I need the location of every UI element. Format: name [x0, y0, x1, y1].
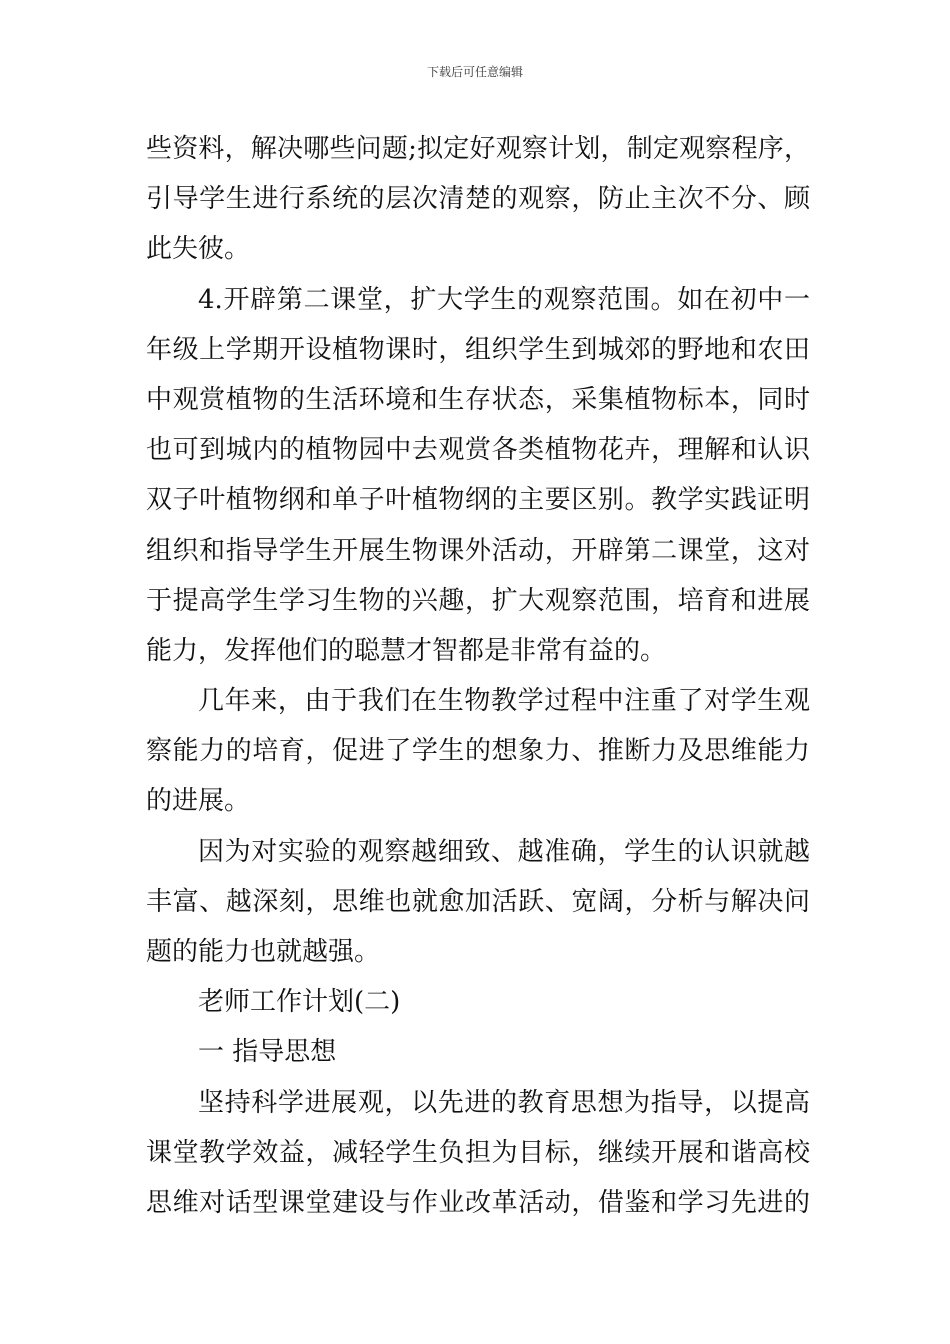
- text-line: 的进展。: [146, 786, 251, 817]
- text-line: 此失彼。: [146, 234, 251, 265]
- text-line: 课堂教学效益，减轻学生负担为目标，继续开展和谐高校: [146, 1137, 810, 1168]
- text-line: 也可到城内的植物园中去观赏各类植物花卉，理解和认识: [146, 435, 810, 466]
- page-header: 下载后可任意编辑: [426, 65, 523, 79]
- text-line: 中观赏植物的生活环境和生存状态，采集植物标本，同时: [146, 384, 810, 415]
- text-line: 4.开辟第二课堂，扩大学生的观察范围。如在初中一: [198, 284, 810, 315]
- document-body: [146, 124, 810, 1228]
- text-line: 丰富、越深刻，思维也就愈加活跃、宽阔，分析与解决问: [146, 886, 810, 917]
- text-line: 思维对话型课堂建设与作业改革活动，借鉴和学习先进的: [146, 1187, 810, 1218]
- text-line: 于提高学生学习生物的兴趣，扩大观察范围，培育和进展: [146, 585, 810, 616]
- text-line: 题的能力也就越强。: [146, 937, 381, 967]
- text-line: 引导学生进行系统的层次清楚的观察，防止主次不分、顾: [146, 184, 810, 215]
- text-line: 几年来，由于我们在生物教学过程中注重了对学生观: [198, 686, 810, 717]
- text-line: 察能力的培育，促进了学生的想象力、推断力及思维能力: [146, 736, 810, 767]
- text-line: 组织和指导学生开展生物课外活动，开辟第二课堂，这对: [146, 535, 810, 566]
- text-line: 因为对实验的观察越细致、越准确，学生的认识就越: [198, 836, 810, 867]
- text-line: 坚持科学进展观，以先进的教育思想为指导，以提高: [198, 1087, 810, 1118]
- text-line: 老师工作计划(二): [198, 987, 401, 1018]
- text-line: 年级上学期开设植物课时，组织学生到城郊的野地和农田: [146, 334, 810, 365]
- text-line: 能力，发挥他们的聪慧才智都是非常有益的。: [146, 635, 667, 666]
- text-line: 双子叶植物纲和单子叶植物纲的主要区别。教学实践证明: [146, 485, 810, 516]
- text-line: 一 指导思想: [198, 1037, 337, 1068]
- text-line: 些资料，解决哪些问题;拟定好观察计划，制定观察程序，: [146, 134, 810, 164]
